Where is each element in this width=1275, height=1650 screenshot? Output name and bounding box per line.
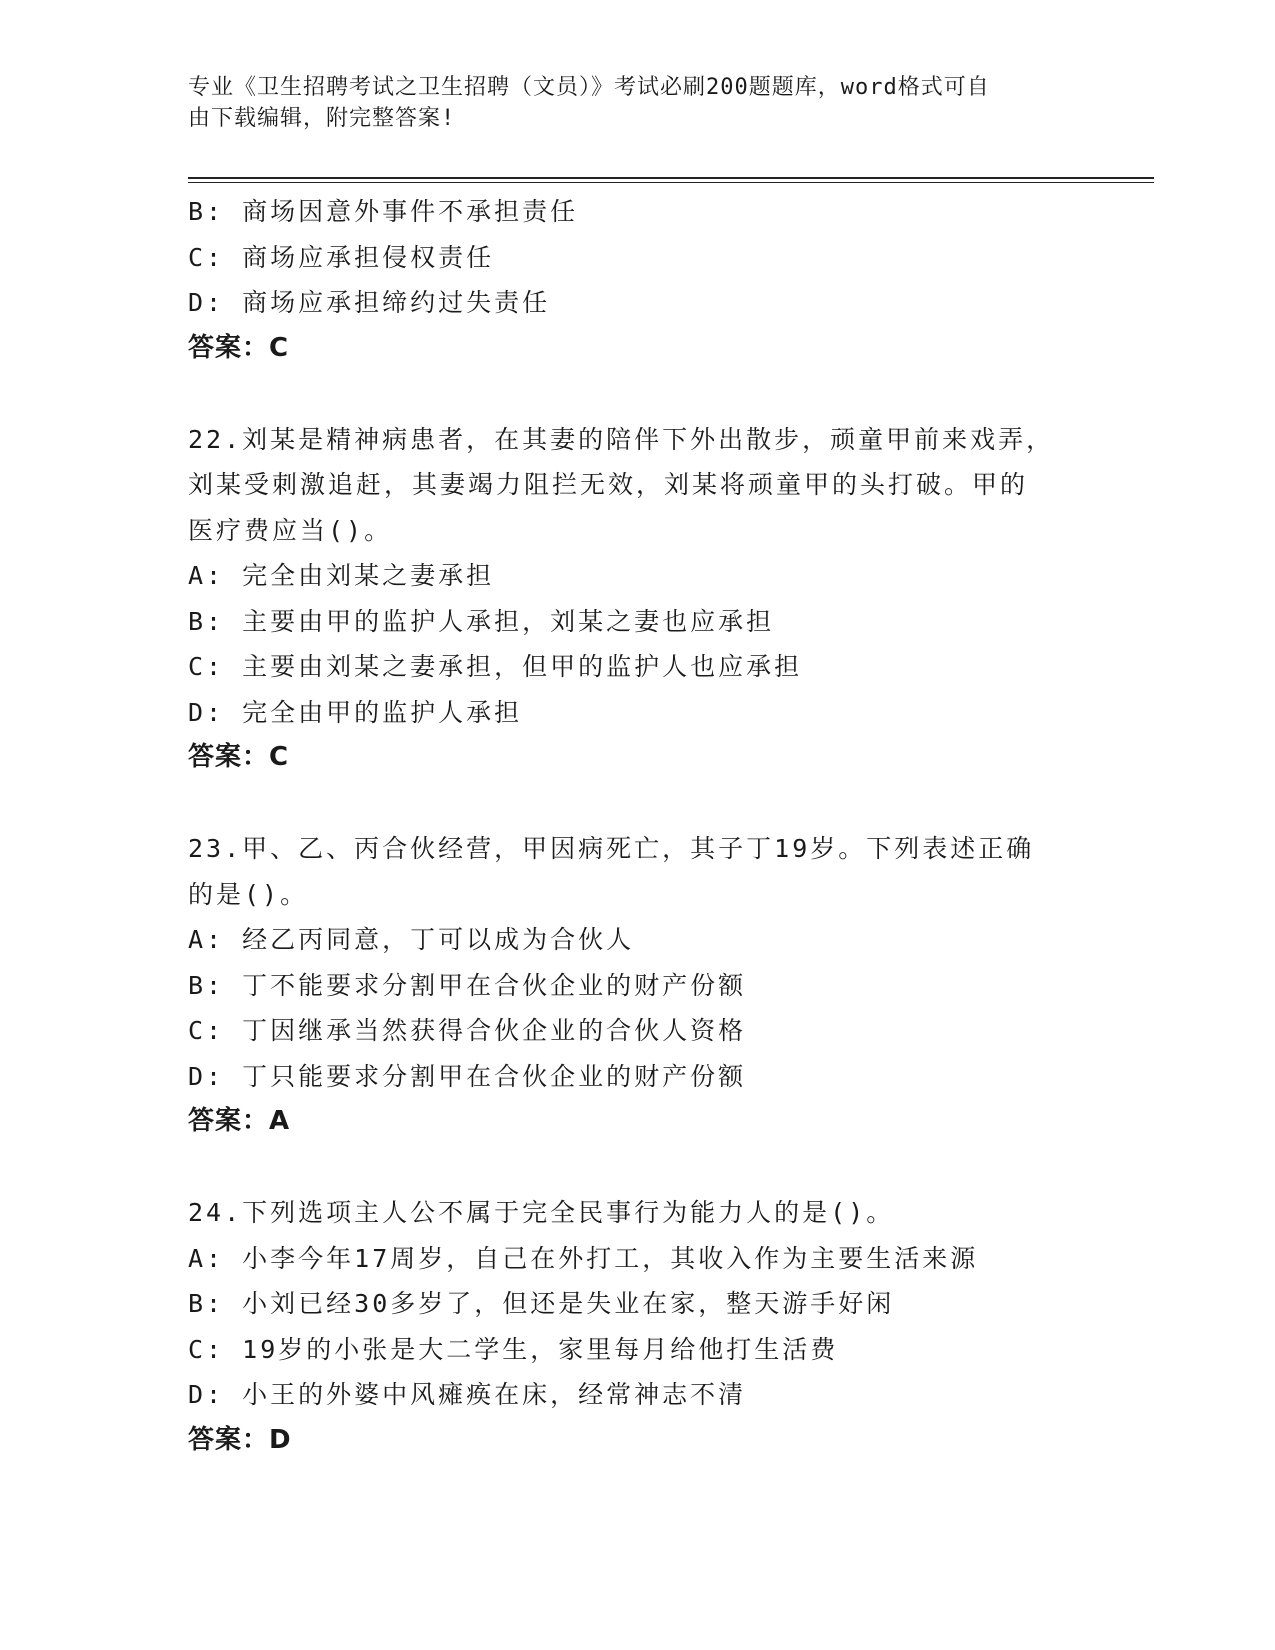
option-b: B: 商场因意外事件不承担责任 — [188, 197, 579, 226]
question-list — [188, 189, 1088, 1463]
question-stem: 刘某受刺激追赶，其妻竭力阻拦无效，刘某将顽童甲的头打破。甲的 — [188, 470, 1029, 499]
header-rule-thin — [188, 182, 1154, 183]
option-b: B: 小刘已经30多岁了，但还是失业在家，整天游手好闲 — [188, 1289, 895, 1318]
question-stem: 的是()。 — [188, 879, 309, 909]
option-a: A: 小李今年17周岁，自己在外打工，其收入作为主要生活来源 — [188, 1243, 979, 1273]
option-a: A: 经乙丙同意，丁可以成为合伙人 — [188, 925, 635, 954]
option-c: C: 商场应承担侵权责任 — [188, 242, 495, 272]
document-header — [188, 72, 1068, 134]
question-stem: 医疗费应当()。 — [188, 515, 393, 545]
question-21-tail — [188, 189, 1088, 371]
option-d: D: 小王的外婆中风瘫痪在床，经常神志不清 — [188, 1380, 747, 1409]
answer: 答案：A — [188, 1106, 291, 1136]
question-22 — [188, 417, 1088, 781]
answer: 答案：C — [188, 742, 290, 772]
option-c: C: 主要由刘某之妻承担，但甲的监护人也应承担 — [188, 652, 803, 681]
header-rule-thick — [188, 177, 1154, 179]
answer: 答案：D — [188, 1424, 292, 1455]
header-line-2: 由下载编辑，附完整答案! — [188, 106, 456, 131]
spacer — [188, 1145, 1088, 1191]
question-stem: 22.刘某是精神病患者，在其妻的陪伴下外出散步，顽童甲前来戏弄， — [188, 424, 1055, 454]
option-c: C: 丁因继承当然获得合伙企业的合伙人资格 — [188, 1016, 747, 1045]
spacer — [188, 371, 1088, 417]
option-a: A: 完全由刘某之妻承担 — [188, 561, 495, 590]
option-b: B: 主要由甲的监护人承担，刘某之妻也应承担 — [188, 606, 775, 636]
header-line-1: 专业《卫生招聘考试之卫生招聘（文员）》考试必刷200题题库，word格式可自 — [188, 75, 990, 100]
question-24 — [188, 1190, 1088, 1463]
option-d: D: 完全由甲的监护人承担 — [188, 697, 523, 727]
option-b: B: 丁不能要求分割甲在合伙企业的财产份额 — [188, 970, 747, 1000]
answer: 答案：C — [188, 332, 290, 363]
question-stem: 24.下列选项主人公不属于完全民事行为能力人的是()。 — [188, 1198, 895, 1227]
option-c: C: 19岁的小张是大二学生，家里每月给他打生活费 — [188, 1334, 839, 1364]
question-23 — [188, 826, 1088, 1145]
option-d: D: 丁只能要求分割甲在合伙企业的财产份额 — [188, 1061, 747, 1091]
option-d: D: 商场应承担缔约过失责任 — [188, 288, 551, 317]
question-stem: 23.甲、乙、丙合伙经营，甲因病死亡，其子丁19岁。下列表述正确 — [188, 834, 1035, 863]
spacer — [188, 781, 1088, 827]
